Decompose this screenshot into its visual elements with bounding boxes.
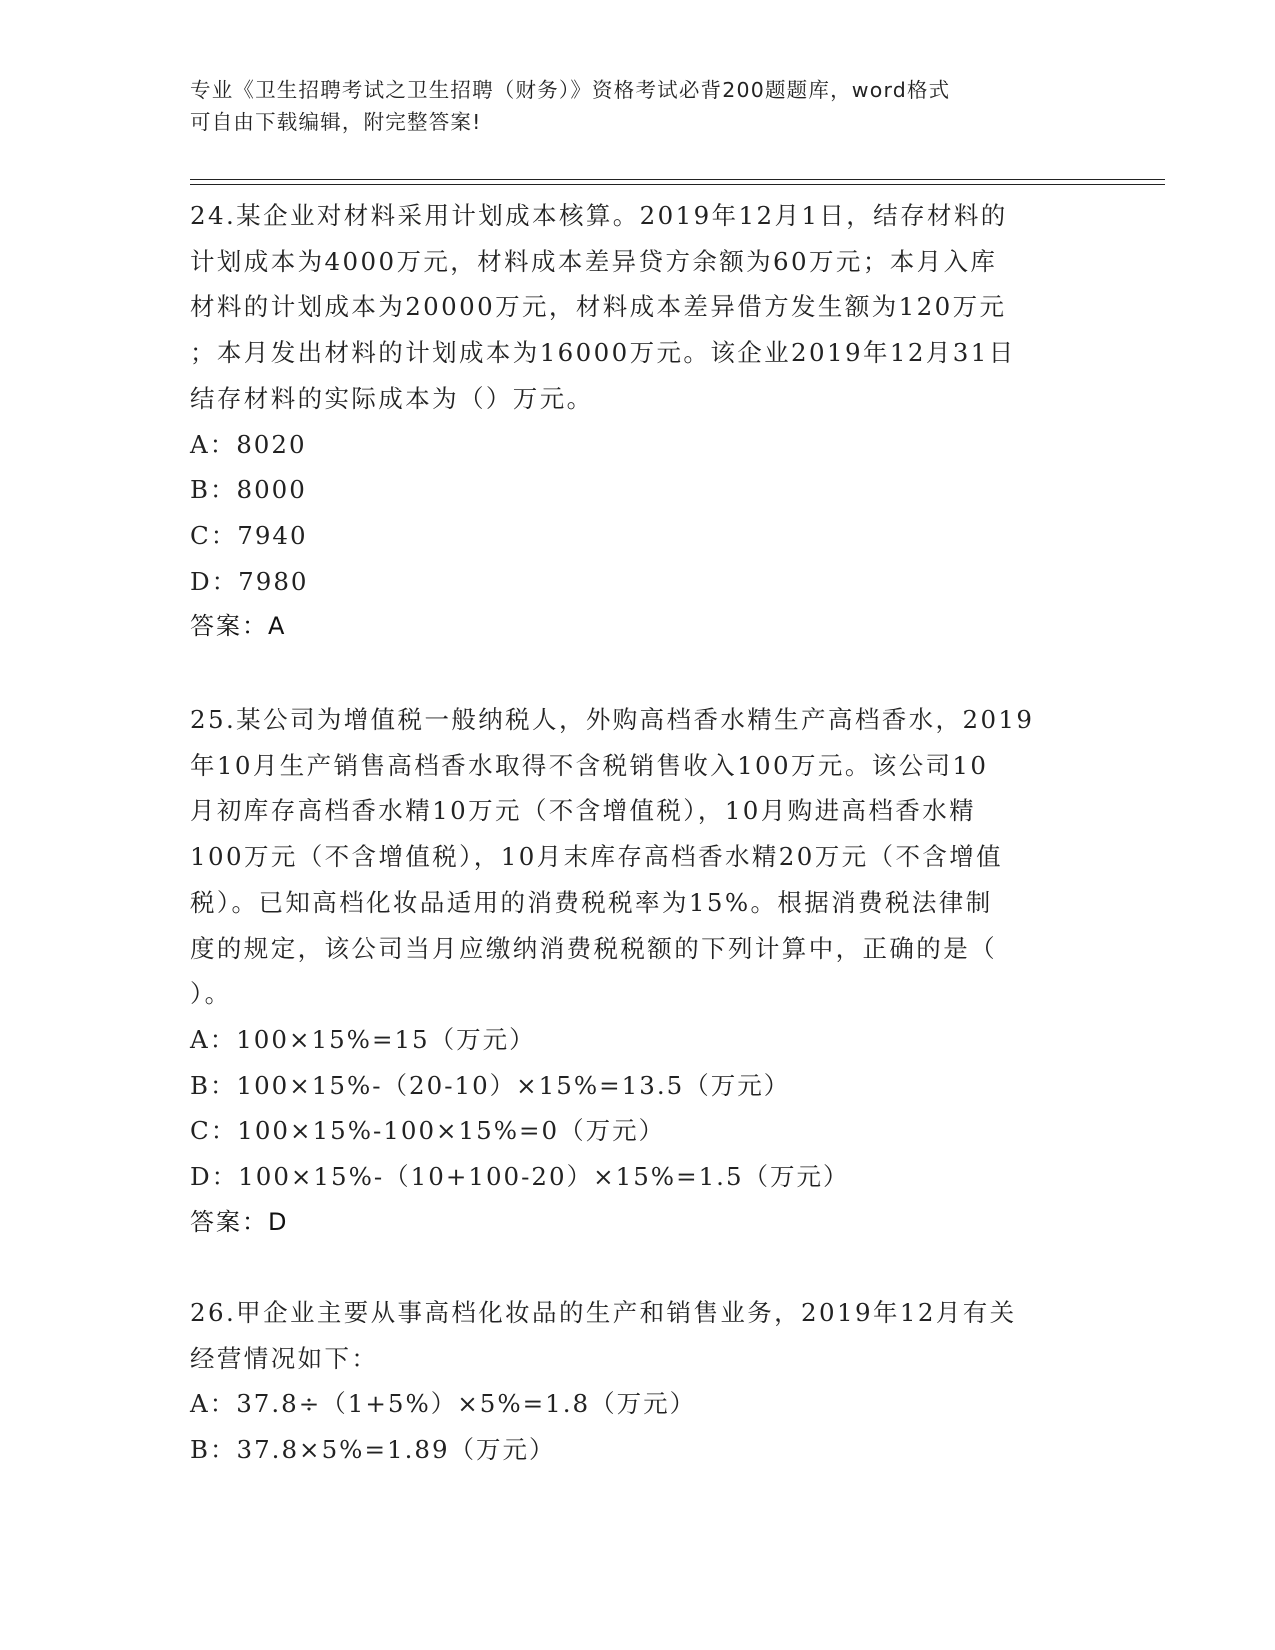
option-a: A：37.8÷（1+5%）×5%=1.8（万元） xyxy=(190,1389,697,1419)
option-a: A：8020 xyxy=(190,429,307,459)
question-stem-line: 结存材料的实际成本为（）万元。 xyxy=(190,383,594,413)
answer-line: 答案：D xyxy=(190,1207,289,1236)
question-stem-line: 25.某公司为增值税一般纳税人，外购高档香水精生产高档香水，2019 xyxy=(190,705,1035,734)
option-b: B：8000 xyxy=(190,475,307,505)
question-24 xyxy=(190,193,1090,650)
question-stem-line: 材料的计划成本为20000万元，材料成本差异借方发生额为120万元 xyxy=(190,292,1007,322)
question-stem-line: 100万元（不含增值税），10月末库存高档香水精20万元（不含增值 xyxy=(190,842,1004,872)
question-stem-line: 计划成本为4000万元，材料成本差异贷方余额为60万元；本月入库 xyxy=(190,246,998,276)
option-b: B：37.8×5%=1.89（万元） xyxy=(190,1435,556,1465)
question-stem-line: 24.某企业对材料采用计划成本核算。2019年12月1日，结存材料的 xyxy=(190,201,1008,230)
question-stem-line: ；本月发出材料的计划成本为16000万元。该企业2019年12月31日 xyxy=(190,338,1016,368)
option-a: A：100×15%=15（万元） xyxy=(190,1024,536,1054)
question-stem-line: ）。 xyxy=(190,979,232,1009)
option-d: D：7980 xyxy=(190,566,309,596)
option-c: C：7940 xyxy=(190,520,308,550)
answer-line: 答案：A xyxy=(190,612,287,641)
question-stem-line: 税）。已知高档化妆品适用的消费税税率为15%。根据消费税法律制 xyxy=(190,887,993,917)
header-title-line-1: 专业《卫生招聘考试之卫生招聘（财务）》资格考试必背200题题库，word格式 xyxy=(190,78,951,102)
header-title-line-2: 可自由下载编辑，附完整答案! xyxy=(190,110,482,134)
question-stem-line: 经营情况如下： xyxy=(190,1343,379,1373)
header-divider-bottom xyxy=(190,184,1165,185)
option-b: B：100×15%-（20-10）×15%=13.5（万元） xyxy=(190,1070,791,1100)
question-stem-line: 年10月生产销售高档香水取得不含税销售收入100万元。该公司10 xyxy=(190,750,989,780)
document-header xyxy=(190,74,1090,138)
question-26 xyxy=(190,1290,1090,1473)
option-c: C：100×15%-100×15%=0（万元） xyxy=(190,1116,666,1146)
question-stem-line: 月初库存高档香水精10万元（不含增值税），10月购进高档香水精 xyxy=(190,796,976,826)
option-d: D：100×15%-（10+100-20）×15%=1.5（万元） xyxy=(190,1162,850,1192)
question-stem-line: 度的规定，该公司当月应缴纳消费税税额的下列计算中，正确的是（ xyxy=(190,933,997,963)
header-divider-top xyxy=(190,179,1165,180)
question-stem-line: 26.甲企业主要从事高档化妆品的生产和销售业务，2019年12月有关 xyxy=(190,1298,1017,1327)
question-25 xyxy=(190,697,1090,1245)
